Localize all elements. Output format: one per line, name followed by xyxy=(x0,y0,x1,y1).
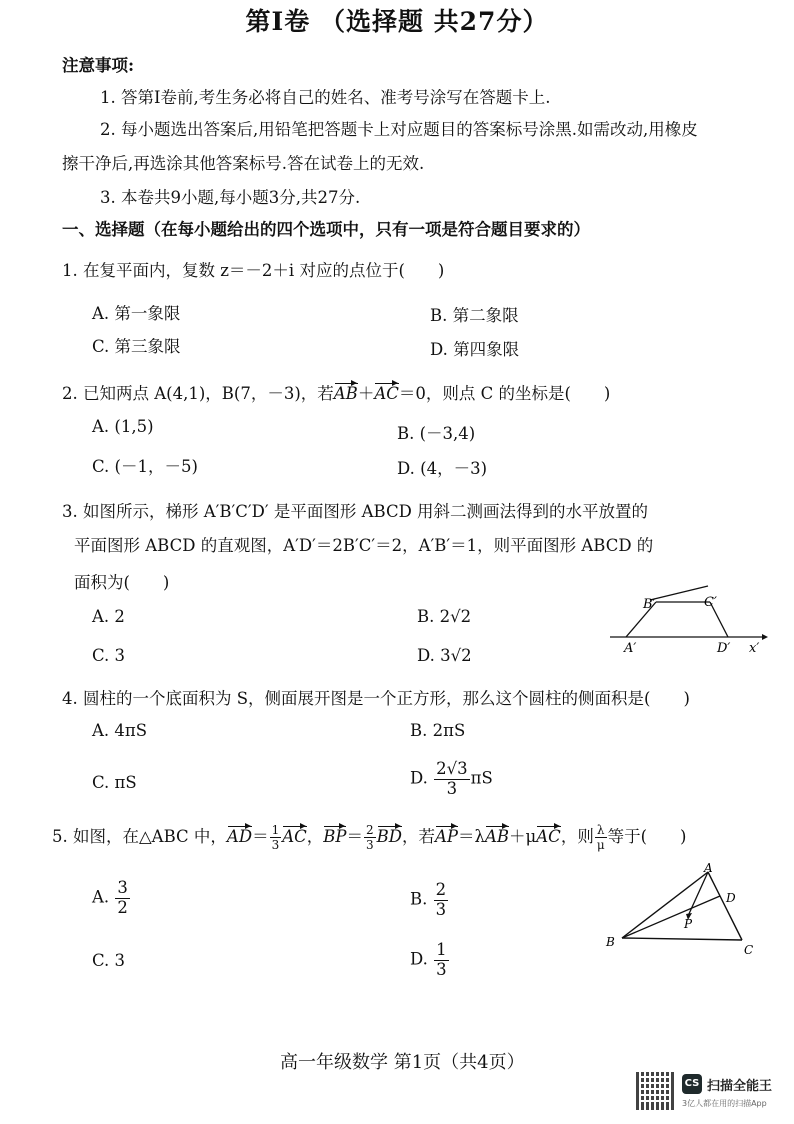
q1-stem: 1. 在复平面内，复数 z＝－2＋i 对应的点位于( ) xyxy=(62,261,445,280)
q5-option-c: C. 3 xyxy=(92,951,126,970)
vector-bp: BP xyxy=(323,827,347,846)
vector-ab-2: AB xyxy=(484,827,510,846)
q5-plus-mu: ＋μ xyxy=(509,827,537,846)
q3-stem-line1: 3. 如图所示，梯形 A′B′C′D′ 是平面图形 ABCD 用斜二测画法得到的水平放置的 xyxy=(62,502,649,521)
q1-option-d: D. 第四象限 xyxy=(430,340,520,359)
q4-stem: 4. 圆柱的一个底面积为 S，侧面展开图是一个正方形，那么这个圆柱的侧面积是( ) xyxy=(62,689,690,708)
q2-option-d: D. (4，－3) xyxy=(397,459,488,478)
edge-ac xyxy=(708,872,742,940)
notice-item-2: 2. 每小题选出答案后,用铅笔把答题卡上对应题目的答案标号涂黑.如需改动,用橡皮 xyxy=(100,120,698,139)
q5-lambda: λ xyxy=(595,824,607,838)
q4-option-d xyxy=(410,761,493,797)
vector-bd: BD xyxy=(376,827,402,846)
footer-text: 高一年级数学 第1页（共4页） xyxy=(280,1052,525,1073)
q3-option-a: A. 2 xyxy=(92,607,125,626)
q5-a-prefix: A. xyxy=(92,887,110,907)
vector-ac: AC xyxy=(374,384,399,403)
q5-pre: 5. 如图，在△ABC 中， xyxy=(52,827,227,846)
q5-option-a xyxy=(92,880,131,916)
label-c: C xyxy=(744,943,754,957)
q5-d-prefix: D. xyxy=(410,949,428,969)
camscanner-logo-icon: CS xyxy=(682,1074,702,1094)
q1-option-c: C. 第三象限 xyxy=(92,337,181,356)
q5-ze: ，则 xyxy=(560,827,594,846)
q5-mu: μ xyxy=(596,838,605,852)
q5-ruo: ，若 xyxy=(401,827,435,846)
q5-eq2: ＝ xyxy=(346,827,363,846)
q5-d-num: 1 xyxy=(436,940,447,959)
label-d: D′ xyxy=(717,641,731,656)
q4-option-d-suffix: πS xyxy=(470,768,493,788)
q3-option-d: D. 3√2 xyxy=(417,646,472,665)
q3-stem-line2: 平面图形 ABCD 的直观图，A′D′＝2B′C′＝2，A′B′＝1，则平面图形 ABCD 的 xyxy=(74,536,654,555)
x-axis-arrow xyxy=(762,634,768,640)
q5-eq1: ＝ xyxy=(252,827,269,846)
q4-option-c: C. πS xyxy=(92,773,137,792)
vector-ab: AB xyxy=(333,384,358,403)
q5-f2-den: 3 xyxy=(365,838,374,852)
segment-bd xyxy=(622,896,720,938)
q4-option-a: A. 4πS xyxy=(92,721,148,740)
notice-heading: 注意事项: xyxy=(62,56,135,75)
q4-option-d-prefix: D. xyxy=(410,768,428,788)
q2-plus: ＋ xyxy=(357,384,375,403)
q1-option-b: B. 第二象限 xyxy=(430,306,519,325)
q5-lambda-over-mu xyxy=(595,824,607,851)
vector-ac-2: AC xyxy=(536,827,561,846)
q5-post: 等于( ) xyxy=(607,827,687,846)
q2-option-c: C. (－1，－5) xyxy=(92,457,198,476)
vector-ac: AC xyxy=(282,827,307,846)
q5-fraction-2 xyxy=(364,824,376,851)
q5-b-fraction xyxy=(434,882,449,918)
q2-stem-pre: 2. 已知两点 A(4,1)，B(7，－3)，若 xyxy=(62,384,334,403)
q5-f2-num: 2 xyxy=(365,823,374,837)
y-axis xyxy=(650,586,708,600)
q5-b-num: 2 xyxy=(435,880,447,899)
q5-d-den: 3 xyxy=(436,959,447,979)
q3-option-c: C. 3 xyxy=(92,646,126,665)
trapezoid-figure xyxy=(610,590,770,660)
q2-stem-post: ＝0，则点 C 的坐标是( ) xyxy=(398,384,611,403)
label-a: A xyxy=(704,861,713,875)
label-b: B′ xyxy=(643,597,656,612)
label-b: B xyxy=(606,935,615,949)
vector-ad: AD xyxy=(226,827,253,846)
q5-f1-num: 1 xyxy=(271,823,280,837)
camscanner-tagline: 3亿人都在用的扫描App xyxy=(682,1099,767,1108)
camscanner-name: 扫描全能王 xyxy=(707,1079,773,1094)
vector-ap: AP xyxy=(434,827,459,846)
q4-d-numerator: 2√3 xyxy=(436,759,468,778)
label-a: A′ xyxy=(624,641,637,656)
label-p: P xyxy=(684,917,693,931)
q5-stem xyxy=(52,823,687,851)
q5-option-b xyxy=(410,882,449,918)
notice-item-1: 1. 答第Ⅰ卷前,考生务必将自己的姓名、准考号涂写在答题卡上. xyxy=(100,88,551,107)
label-d: D xyxy=(726,891,736,905)
q5-eq3: ＝λ xyxy=(458,827,485,846)
triangle-figure xyxy=(600,860,760,960)
q4-d-denominator: 3 xyxy=(446,778,458,798)
label-x: x′ xyxy=(749,641,760,656)
q5-a-num: 3 xyxy=(117,878,128,897)
q5-f1-den: 3 xyxy=(271,838,280,852)
q2-option-a: A. (1,5) xyxy=(92,417,154,436)
q5-b-den: 3 xyxy=(435,899,447,919)
q3-option-b: B. 2√2 xyxy=(417,607,472,626)
section-heading: 一、选择题（在每小题给出的四个选项中，只有一项是符合题目要求的） xyxy=(62,220,590,239)
page-footer xyxy=(280,1044,580,1073)
q4-option-d-fraction xyxy=(434,761,470,797)
q1-option-a: A. 第一象限 xyxy=(92,304,181,323)
q4-option-b: B. 2πS xyxy=(410,721,466,740)
label-c: C′ xyxy=(704,595,717,610)
edge-ab xyxy=(622,872,708,938)
q5-b-prefix: B. xyxy=(410,889,428,909)
q5-option-d xyxy=(410,942,450,978)
notice-item-3: 3. 本卷共9小题,每小题3分,共27分. xyxy=(100,188,361,207)
segment-ap xyxy=(688,872,708,916)
q5-sep: ， xyxy=(306,827,324,846)
q5-d-fraction xyxy=(434,942,449,978)
page-title: 第Ⅰ卷 （选择题 共27分） xyxy=(245,7,549,36)
q2-option-b: B. (－3,4) xyxy=(397,424,476,443)
qr-code-pattern xyxy=(640,1076,670,1106)
q5-a-den: 2 xyxy=(117,897,128,917)
q3-stem-line3: 面积为( ) xyxy=(74,573,170,592)
notice-item-2-cont: 擦干净后,再选涂其他答案标号.答在试卷上的无效. xyxy=(62,154,425,173)
q5-fraction-1 xyxy=(270,824,282,851)
q2-stem xyxy=(62,380,610,404)
q5-a-fraction xyxy=(115,880,130,916)
edge-bc xyxy=(622,938,742,940)
